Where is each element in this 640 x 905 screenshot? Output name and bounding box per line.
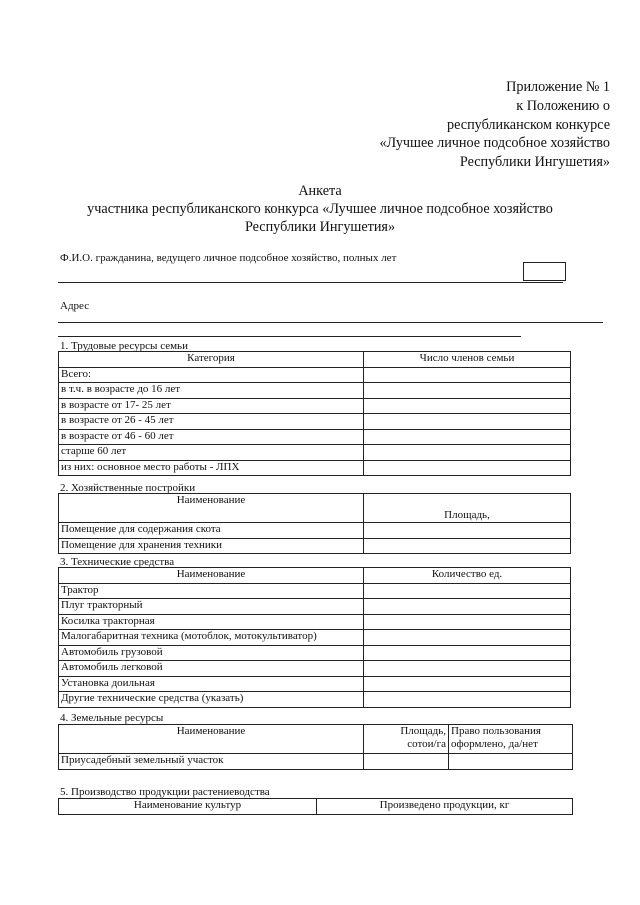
input-cell[interactable]	[364, 599, 571, 615]
table-row	[59, 538, 571, 554]
input-cell[interactable]	[364, 429, 571, 445]
table-row	[59, 367, 571, 383]
input-cell[interactable]	[364, 523, 571, 539]
table-row	[59, 414, 571, 430]
section5-title: 5. Производство продукции растениеводства	[60, 786, 270, 798]
appendix-line: республиканском конкурсе	[447, 116, 610, 133]
header-produced: Произведено продукции, кг	[317, 799, 573, 815]
fio-label: Ф.И.О. гражданина, ведущего личное подсобное хозяйство, полных лет	[60, 252, 397, 264]
table-row	[59, 645, 571, 661]
crop-table	[58, 798, 573, 815]
input-cell[interactable]	[364, 398, 571, 414]
input-cell[interactable]	[364, 614, 571, 630]
address-line-2[interactable]	[58, 336, 521, 337]
input-cell[interactable]	[364, 383, 571, 399]
header-right-line1: Право пользования	[451, 725, 541, 737]
buildings-table	[58, 493, 571, 554]
table-header-row	[59, 799, 573, 815]
form-subtitle-line1: участника республиканского конкурса «Лучшее личное подсобное хозяйство	[87, 201, 553, 217]
row-label: из них: основное место работы - ЛПХ	[59, 460, 364, 476]
input-cell[interactable]	[364, 445, 571, 461]
address-line-1[interactable]	[58, 322, 603, 323]
header-area-line2: сотои/га	[407, 738, 446, 750]
table-row	[59, 523, 571, 539]
input-cell[interactable]	[364, 538, 571, 554]
appendix-header	[379, 78, 610, 172]
input-cell[interactable]	[364, 460, 571, 476]
table-header-row	[59, 725, 573, 754]
table-row	[59, 692, 571, 708]
land-table	[58, 724, 573, 770]
row-label: Помещение для содержания скота	[59, 523, 364, 539]
row-label: Автомобиль грузовой	[59, 645, 364, 661]
header-name: Наименование	[59, 494, 364, 523]
appendix-line: к Положению о	[516, 97, 610, 114]
table-row	[59, 429, 571, 445]
table-row	[59, 445, 571, 461]
header-category: Категория	[59, 352, 364, 368]
input-cell[interactable]	[364, 630, 571, 646]
table-header-row	[59, 494, 571, 523]
row-label: Малогабаритная техника (мотоблок, мотокультиватор)	[59, 630, 364, 646]
row-label: в т.ч. в возрасте до 16 лет	[59, 383, 364, 399]
row-label: старше 60 лет	[59, 445, 364, 461]
appendix-line: «Лучшее личное подсобное хозяйство	[379, 135, 610, 152]
row-label: Плуг тракторный	[59, 599, 364, 615]
input-cell[interactable]	[364, 692, 571, 708]
age-box[interactable]	[523, 262, 566, 281]
appendix-line: Приложение № 1	[506, 79, 610, 95]
header-quantity: Количество ед.	[364, 568, 571, 584]
table-row	[59, 398, 571, 414]
header-right-line2: оформлено, да/нет	[451, 738, 538, 750]
row-label: Всего:	[59, 367, 364, 383]
header-area	[364, 725, 449, 754]
form-title: Анкета	[298, 183, 342, 199]
row-label: Автомобиль легковой	[59, 661, 364, 677]
row-label: Трактор	[59, 583, 364, 599]
table-row	[59, 383, 571, 399]
table-row	[59, 614, 571, 630]
row-label: Установка доильная	[59, 676, 364, 692]
row-label: Приусадебный земельный участок	[59, 754, 364, 770]
input-cell[interactable]	[364, 661, 571, 677]
appendix-line: Республики Ингушетия»	[459, 154, 610, 171]
address-label: Адрес	[60, 300, 90, 312]
input-cell[interactable]	[364, 645, 571, 661]
table-row	[59, 676, 571, 692]
table-row	[59, 599, 571, 615]
input-cell[interactable]	[364, 367, 571, 383]
row-label: Помещение для хранения техники	[59, 538, 364, 554]
table-row	[59, 583, 571, 599]
table-row	[59, 630, 571, 646]
header-crop: Наименование культур	[59, 799, 317, 815]
row-label: Косилка тракторная	[59, 614, 364, 630]
equipment-table	[58, 567, 571, 708]
labor-table	[58, 351, 571, 476]
section1-title: 1. Трудовые ресурсы семьи	[60, 340, 188, 352]
header-name: Наименование	[59, 568, 364, 584]
header-area-line1: Площадь,	[400, 725, 446, 737]
row-label: в возрасте от 46 - 60 лет	[59, 429, 364, 445]
input-cell[interactable]	[364, 676, 571, 692]
header-right	[449, 725, 573, 754]
table-row	[59, 460, 571, 476]
table-row	[59, 754, 573, 770]
header-name: Наименование	[59, 725, 364, 754]
table-header-row	[59, 352, 571, 368]
fio-line[interactable]	[58, 282, 563, 283]
section2-title: 2. Хозяйственные постройки	[60, 482, 196, 494]
row-label: Другие технические средства (указать)	[59, 692, 364, 708]
form-subtitle-line2: Республики Ингушетия»	[244, 219, 396, 235]
row-label: в возрасте от 26 - 45 лет	[59, 414, 364, 430]
input-cell[interactable]	[364, 754, 449, 770]
section4-title: 4. Земельные ресурсы	[60, 712, 164, 724]
input-cell[interactable]	[364, 414, 571, 430]
input-cell[interactable]	[364, 583, 571, 599]
table-row	[59, 661, 571, 677]
section3-title: 3. Технические средства	[60, 556, 175, 568]
input-cell[interactable]	[449, 754, 573, 770]
header-members: Число членов семьи	[364, 352, 571, 368]
row-label: в возрасте от 17- 25 лет	[59, 398, 364, 414]
header-area: Площадь,	[364, 494, 571, 523]
table-header-row	[59, 568, 571, 584]
